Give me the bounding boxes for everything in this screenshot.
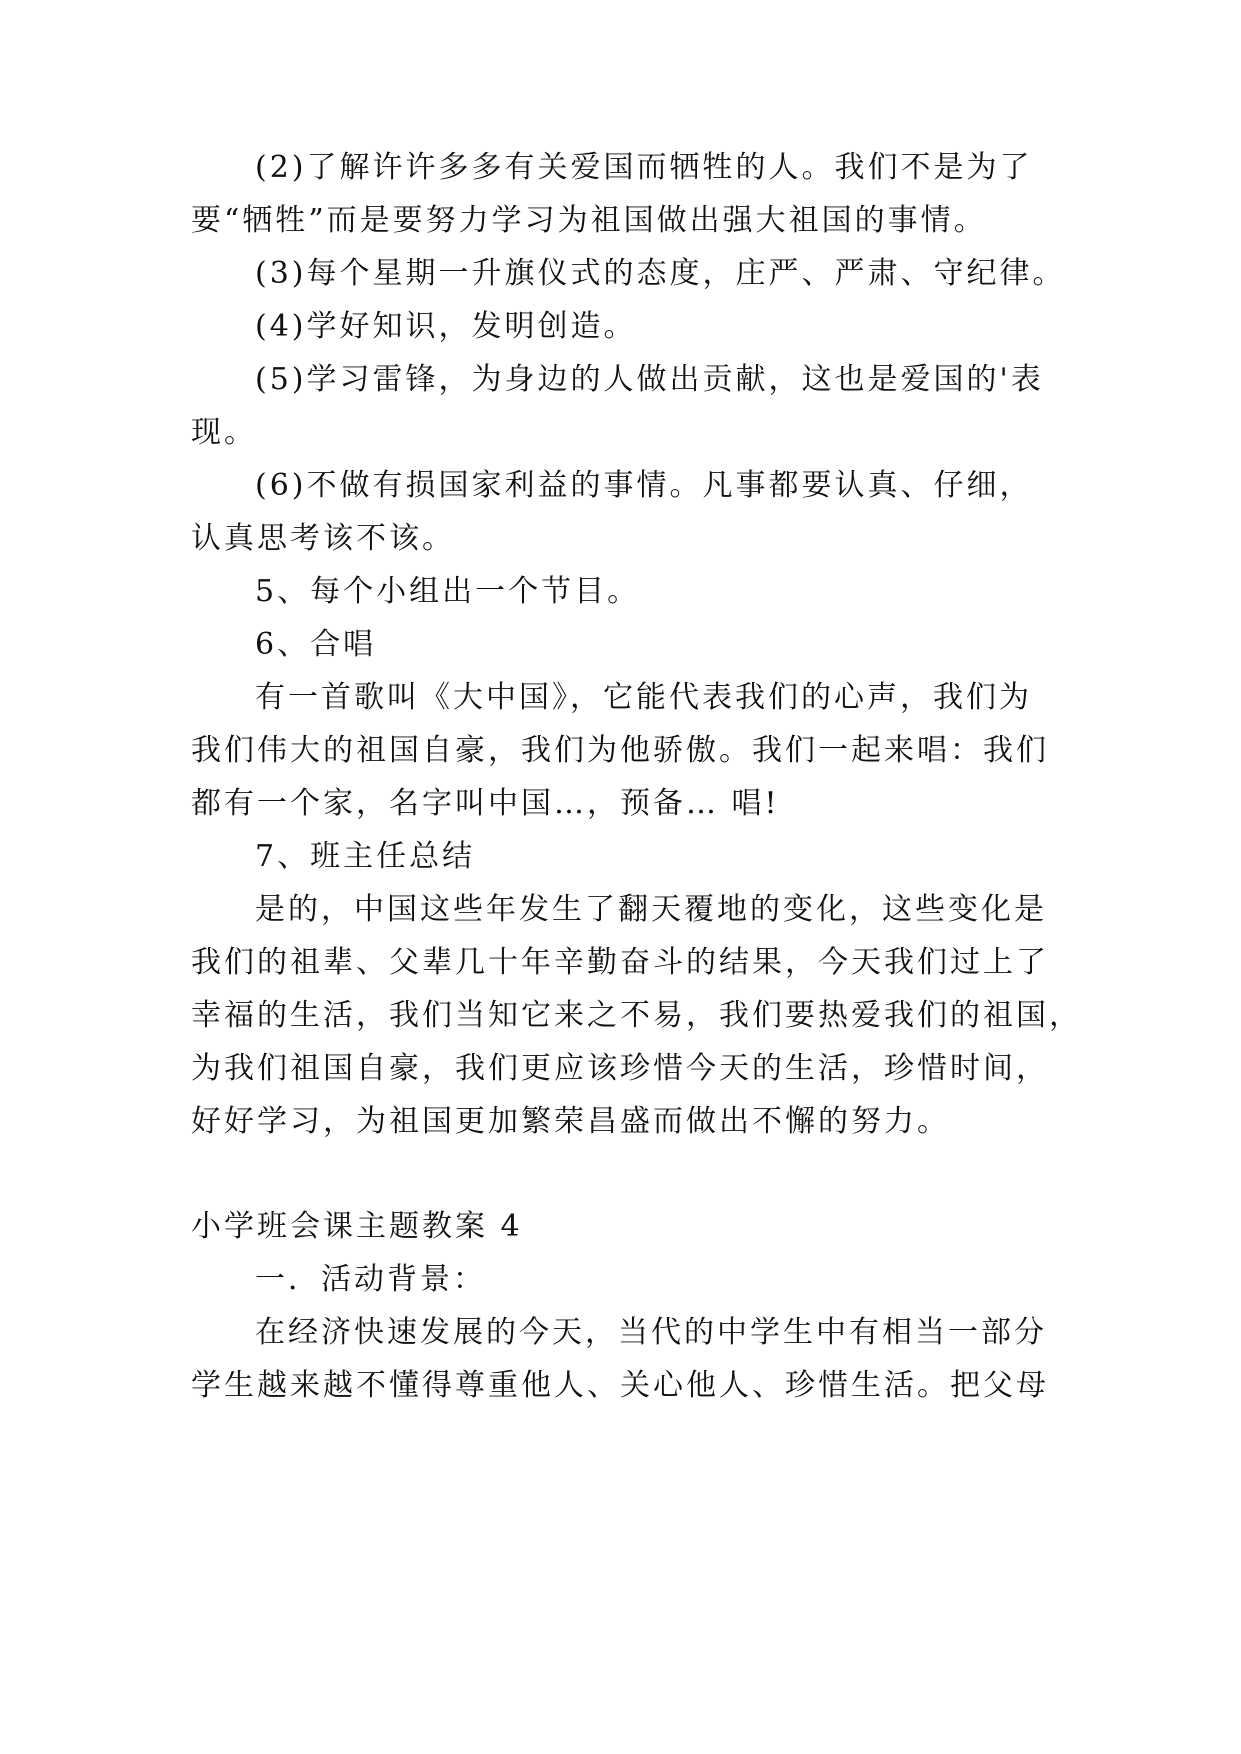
paragraph-line: 认真思考该不该。 bbox=[191, 521, 455, 556]
list-item-7: 7、班主任总结 bbox=[255, 839, 476, 874]
paragraph-line: 是的，中国这些年发生了翻天覆地的变化，这些变化是 bbox=[255, 892, 1047, 927]
paragraph-line: (5)学习雷锋，为身边的人做出贡献，这也是爱国的'表 bbox=[255, 362, 1044, 397]
paragraph-line: 都有一个家，名字叫中国…，预备… 唱! bbox=[191, 786, 780, 821]
paragraph-line: 好好学习，为祖国更加繁荣昌盛而做出不懈的努力。 bbox=[191, 1104, 950, 1139]
paragraph-line: 学生越来越不懂得尊重他人、关心他人、珍惜生活。把父母 bbox=[191, 1368, 1049, 1403]
paragraph-line: (6)不做有损国家利益的事情。凡事都要认真、仔细， bbox=[255, 468, 1033, 503]
paragraph-line: 我们伟大的祖国自豪，我们为他骄傲。我们一起来唱：我们 bbox=[191, 733, 1049, 768]
paragraph-line: 幸福的生活，我们当知它来之不易，我们要热爱我们的祖国， bbox=[191, 998, 1082, 1033]
paragraph-line: 现。 bbox=[191, 415, 257, 450]
list-item-5: 5、每个小组出一个节目。 bbox=[255, 574, 641, 609]
paragraph-line: 有一首歌叫《大中国》，它能代表我们的心声，我们为 bbox=[255, 680, 1032, 715]
list-item-6: 6、合唱 bbox=[255, 627, 377, 662]
paragraph-line: 在经济快速发展的今天，当代的中学生中有相当一部分 bbox=[255, 1315, 1047, 1350]
paragraph-line: 为我们祖国自豪，我们更应该珍惜今天的生活，珍惜时间， bbox=[191, 1051, 1049, 1086]
paragraph-line: (4)学好知识，发明创造。 bbox=[255, 309, 637, 344]
paragraph-line: (2)了解许许多多有关爱国而牺牲的人。我们不是为了 bbox=[255, 150, 1033, 185]
paragraph-line: 我们的祖辈、父辈几十年辛勤奋斗的结果，今天我们过上了 bbox=[191, 945, 1049, 980]
section-heading: 小学班会课主题教案 4 bbox=[191, 1209, 523, 1244]
paragraph-line: 要“牺牲”而是要努力学习为祖国做出强大祖国的事情。 bbox=[191, 203, 987, 238]
subsection-heading: 一．活动背景： bbox=[255, 1262, 486, 1297]
paragraph-line: (3)每个星期一升旗仪式的态度，庄严、严肃、守纪律。 bbox=[255, 256, 1066, 291]
